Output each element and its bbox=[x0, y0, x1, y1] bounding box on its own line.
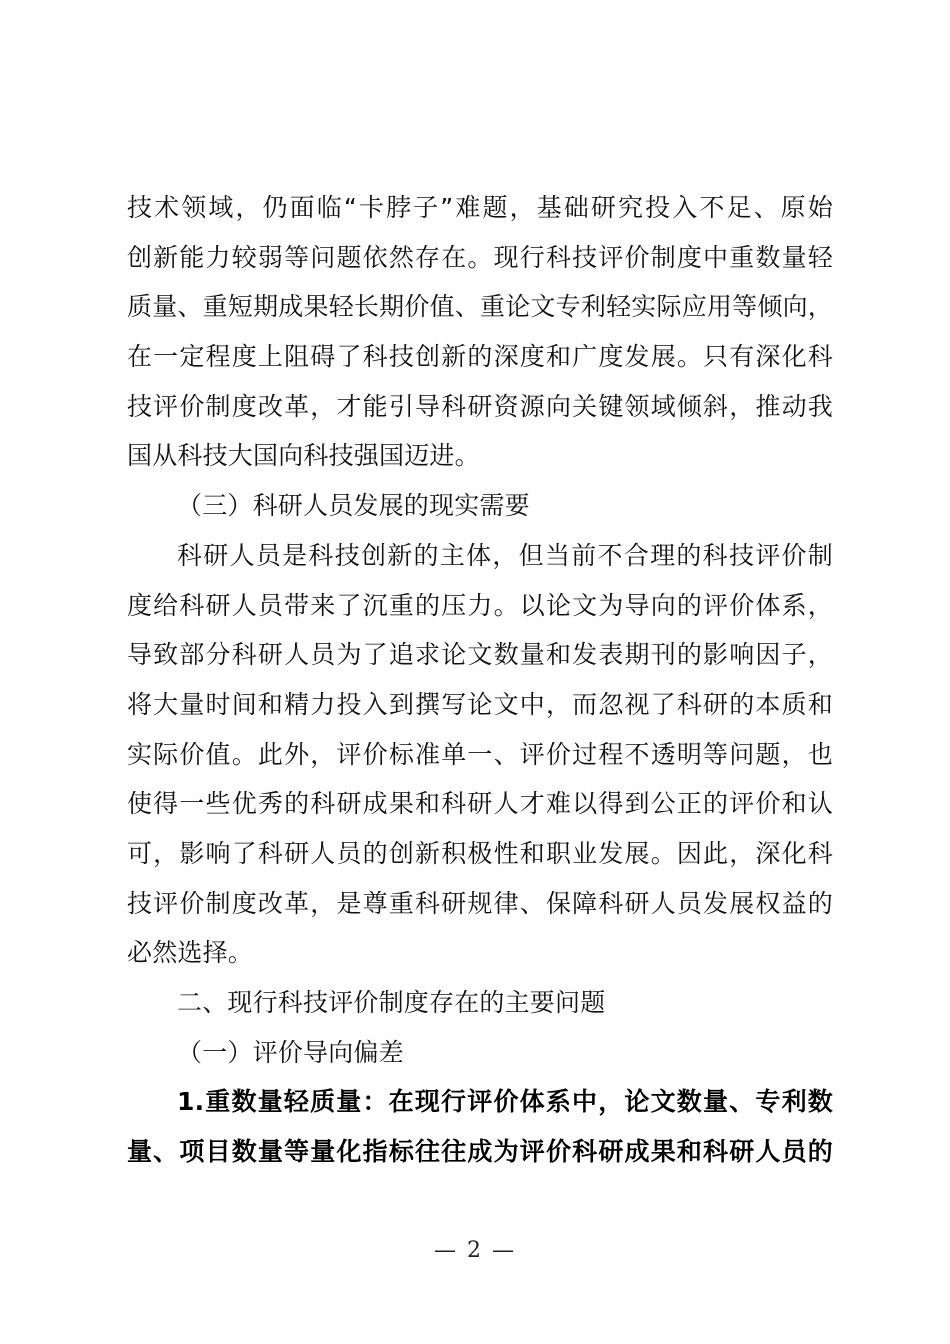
paragraph-line: 度给科研人员带来了沉重的压力。以论文为导向的评价体系， bbox=[127, 590, 833, 620]
paragraph-line: 必然选择。 bbox=[127, 938, 254, 968]
paragraph-line: 导致部分科研人员为了追求论文数量和发表期刊的影响因子， bbox=[127, 640, 833, 670]
section-heading: （三）科研人员发展的现实需要 bbox=[177, 491, 530, 521]
page-number: — 2 — bbox=[434, 1238, 516, 1263]
paragraph-line: 在一定程度上阻碍了科技创新的深度和广度发展。只有深化科 bbox=[127, 342, 833, 372]
paragraph-line: 可，影响了科研人员的创新积极性和职业发展。因此，深化科 bbox=[127, 838, 833, 868]
chapter-heading: 二、现行科技评价制度存在的主要问题 bbox=[177, 988, 606, 1017]
paragraph-line: 技评价制度改革，是尊重科研规律、保障科研人员发展权益的 bbox=[127, 888, 833, 918]
paragraph-line: 技评价制度改革，才能引导科研资源向关键领域倾斜，推动我 bbox=[127, 391, 833, 421]
paragraph-line: 质量、重短期成果轻长期价值、重论文专利轻实际应用等倾向， bbox=[127, 292, 833, 322]
paragraph-line: 将大量时间和精力投入到撰写论文中，而忽视了科研的本质和 bbox=[127, 689, 833, 719]
paragraph-line: 技术领域，仍面临“卡脖子”难题，基础研究投入不足、原始 bbox=[127, 193, 833, 222]
bold-point-line: 1.重数量轻质量：在现行评价体系中，论文数量、专利数 bbox=[177, 1087, 833, 1117]
bold-point-line: 量、项目数量等量化指标往往成为评价科研成果和科研人员的 bbox=[127, 1137, 833, 1167]
body-text bbox=[127, 183, 833, 1177]
section-heading: （一）评价导向偏差 bbox=[177, 1037, 404, 1067]
paragraph-line: 使得一些优秀的科研成果和科研人才难以得到公正的评价和认 bbox=[127, 789, 833, 819]
paragraph-line: 科研人员是科技创新的主体，但当前不合理的科技评价制 bbox=[177, 540, 833, 570]
paragraph-line: 实际价值。此外，评价标准单一、评价过程不透明等问题，也 bbox=[127, 739, 833, 769]
paragraph-line: 创新能力较弱等问题依然存在。现行科技评价制度中重数量轻 bbox=[127, 242, 833, 272]
paragraph-line: 国从科技大国向科技强国迈进。 bbox=[127, 441, 480, 471]
